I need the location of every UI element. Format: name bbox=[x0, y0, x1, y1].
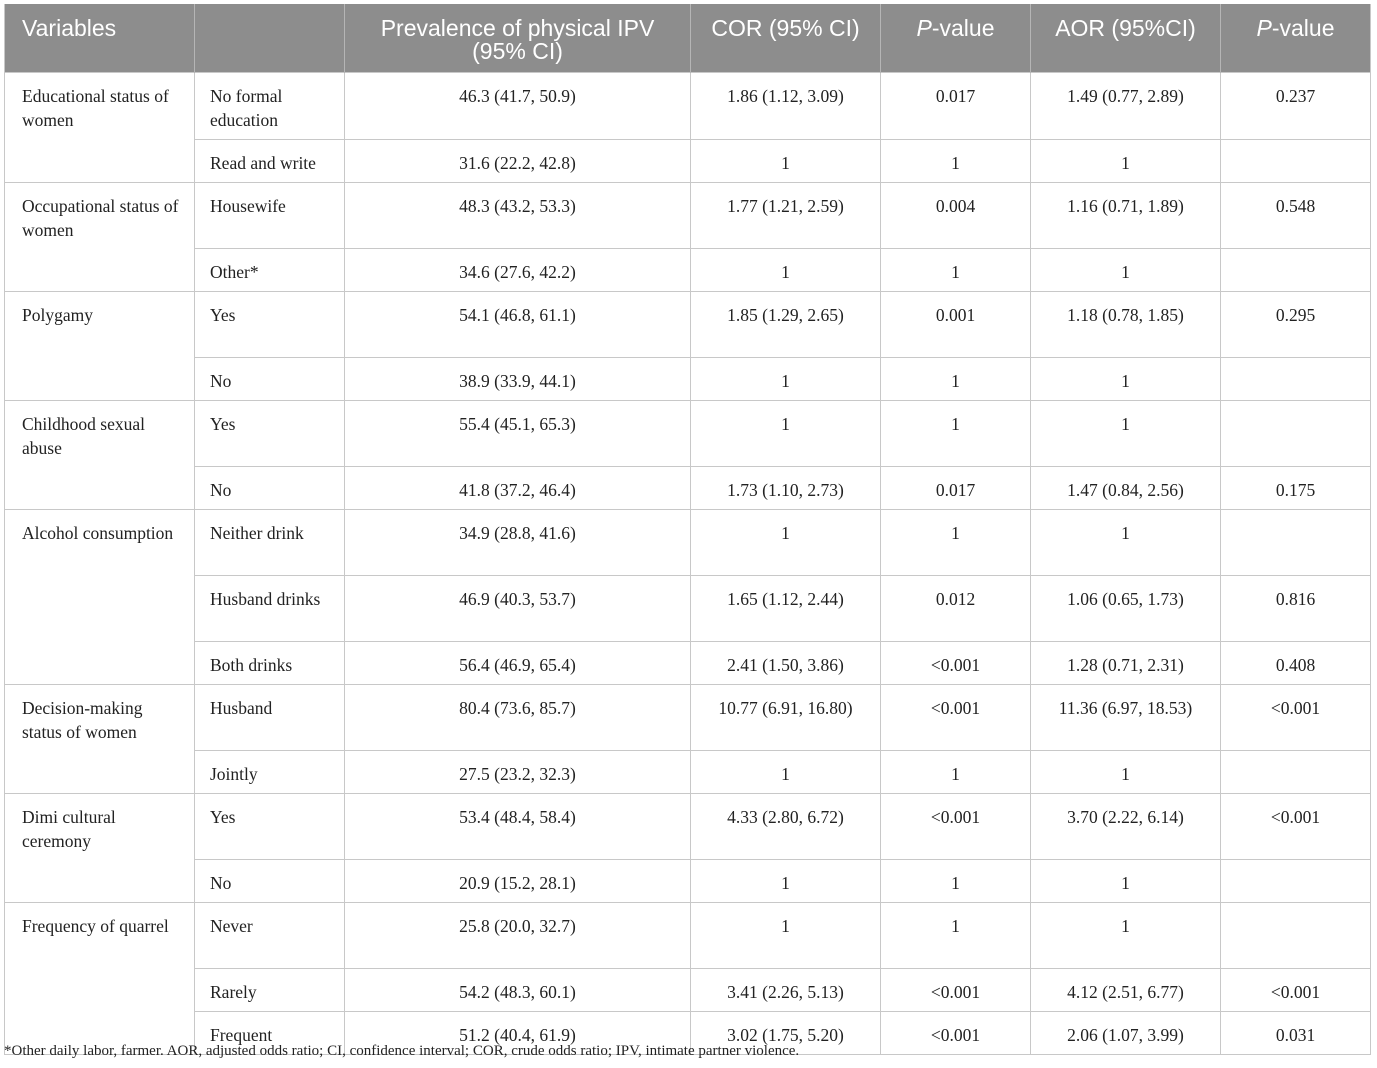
table-row bbox=[5, 401, 1371, 467]
p-value-aor-cell: 0.175 bbox=[1221, 467, 1371, 510]
p-value-cor-cell: 1 bbox=[881, 510, 1031, 576]
header-row bbox=[5, 4, 1371, 73]
level-cell: Yes bbox=[195, 401, 345, 467]
results-table-container bbox=[4, 4, 1370, 1055]
table-row bbox=[5, 685, 1371, 751]
variable-cell: Educational status of women bbox=[5, 73, 195, 183]
header-level bbox=[195, 4, 345, 73]
cor-cell: 1.86 (1.12, 3.09) bbox=[691, 73, 881, 140]
prevalence-cell: 55.4 (45.1, 65.3) bbox=[345, 401, 691, 467]
prevalence-cell: 54.1 (46.8, 61.1) bbox=[345, 292, 691, 358]
table-row bbox=[5, 73, 1371, 140]
p-value-cor-cell: 1 bbox=[881, 401, 1031, 467]
variable-cell: Childhood sexual abuse bbox=[5, 401, 195, 510]
prevalence-cell: 46.9 (40.3, 53.7) bbox=[345, 576, 691, 642]
table-header bbox=[5, 4, 1371, 73]
aor-cell: 1 bbox=[1031, 903, 1221, 969]
header-p-italic: P bbox=[1256, 15, 1272, 41]
prevalence-cell: 56.4 (46.9, 65.4) bbox=[345, 642, 691, 685]
cor-cell: 1 bbox=[691, 249, 881, 292]
level-cell: Housewife bbox=[195, 183, 345, 249]
header-p-italic: P bbox=[916, 15, 932, 41]
table-row bbox=[5, 140, 1371, 183]
cor-cell: 1 bbox=[691, 751, 881, 794]
level-cell: Husband bbox=[195, 685, 345, 751]
p-value-cor-cell: 0.004 bbox=[881, 183, 1031, 249]
aor-cell: 1 bbox=[1031, 401, 1221, 467]
aor-cell: 1 bbox=[1031, 358, 1221, 401]
p-value-cor-cell: 1 bbox=[881, 751, 1031, 794]
aor-cell: 1 bbox=[1031, 860, 1221, 903]
level-cell: Both drinks bbox=[195, 642, 345, 685]
p-value-cor-cell: 0.017 bbox=[881, 73, 1031, 140]
header-cor: COR (95% CI) bbox=[691, 4, 881, 73]
prevalence-cell: 53.4 (48.4, 58.4) bbox=[345, 794, 691, 860]
header-p-value-aor bbox=[1221, 4, 1371, 73]
prevalence-cell: 27.5 (23.2, 32.3) bbox=[345, 751, 691, 794]
cor-cell: 1.73 (1.10, 2.73) bbox=[691, 467, 881, 510]
level-cell: Neither drink bbox=[195, 510, 345, 576]
p-value-cor-cell: <0.001 bbox=[881, 1012, 1031, 1055]
p-value-aor-cell bbox=[1221, 401, 1371, 467]
prevalence-cell: 34.9 (28.8, 41.6) bbox=[345, 510, 691, 576]
aor-cell: 2.06 (1.07, 3.99) bbox=[1031, 1012, 1221, 1055]
p-value-aor-cell bbox=[1221, 358, 1371, 401]
aor-cell: 4.12 (2.51, 6.77) bbox=[1031, 969, 1221, 1012]
variable-cell: Dimi cultural ceremony bbox=[5, 794, 195, 903]
level-cell: No bbox=[195, 860, 345, 903]
p-value-cor-cell: 1 bbox=[881, 249, 1031, 292]
prevalence-cell: 54.2 (48.3, 60.1) bbox=[345, 969, 691, 1012]
variable-cell: Frequency of quarrel bbox=[5, 903, 195, 1055]
cor-cell: 1.77 (1.21, 2.59) bbox=[691, 183, 881, 249]
p-value-cor-cell: 1 bbox=[881, 140, 1031, 183]
prevalence-cell: 46.3 (41.7, 50.9) bbox=[345, 73, 691, 140]
level-cell: Jointly bbox=[195, 751, 345, 794]
table-row bbox=[5, 751, 1371, 794]
table-row bbox=[5, 358, 1371, 401]
aor-cell: 1 bbox=[1031, 510, 1221, 576]
p-value-aor-cell bbox=[1221, 249, 1371, 292]
aor-cell: 1.49 (0.77, 2.89) bbox=[1031, 73, 1221, 140]
header-prevalence: Prevalence of physical IPV (95% CI) bbox=[345, 4, 691, 73]
cor-cell: 2.41 (1.50, 3.86) bbox=[691, 642, 881, 685]
cor-cell: 4.33 (2.80, 6.72) bbox=[691, 794, 881, 860]
p-value-cor-cell: 0.001 bbox=[881, 292, 1031, 358]
cor-cell: 1 bbox=[691, 401, 881, 467]
cor-cell: 3.02 (1.75, 5.20) bbox=[691, 1012, 881, 1055]
aor-cell: 1.47 (0.84, 2.56) bbox=[1031, 467, 1221, 510]
prevalence-cell: 51.2 (40.4, 61.9) bbox=[345, 1012, 691, 1055]
table-row bbox=[5, 903, 1371, 969]
p-value-aor-cell: 0.408 bbox=[1221, 642, 1371, 685]
variable-cell: Polygamy bbox=[5, 292, 195, 401]
prevalence-cell: 48.3 (43.2, 53.3) bbox=[345, 183, 691, 249]
level-cell: Frequent bbox=[195, 1012, 345, 1055]
variable-cell: Alcohol consumption bbox=[5, 510, 195, 685]
prevalence-cell: 20.9 (15.2, 28.1) bbox=[345, 860, 691, 903]
p-value-cor-cell: 0.017 bbox=[881, 467, 1031, 510]
p-value-aor-cell bbox=[1221, 510, 1371, 576]
p-value-aor-cell: <0.001 bbox=[1221, 685, 1371, 751]
header-p-suffix: -value bbox=[931, 15, 995, 41]
prevalence-cell: 38.9 (33.9, 44.1) bbox=[345, 358, 691, 401]
header-p-suffix: -value bbox=[1271, 15, 1335, 41]
variable-cell: Decision-making status of women bbox=[5, 685, 195, 794]
prevalence-cell: 80.4 (73.6, 85.7) bbox=[345, 685, 691, 751]
level-cell: No bbox=[195, 358, 345, 401]
level-cell: No bbox=[195, 467, 345, 510]
cor-cell: 3.41 (2.26, 5.13) bbox=[691, 969, 881, 1012]
header-variables: Variables bbox=[5, 4, 195, 73]
level-cell: Husband drinks bbox=[195, 576, 345, 642]
table-row bbox=[5, 794, 1371, 860]
table-row bbox=[5, 183, 1371, 249]
p-value-aor-cell: <0.001 bbox=[1221, 794, 1371, 860]
variable-cell: Occupational status of women bbox=[5, 183, 195, 292]
cor-cell: 1 bbox=[691, 903, 881, 969]
p-value-cor-cell: 1 bbox=[881, 903, 1031, 969]
table-row bbox=[5, 860, 1371, 903]
table-row bbox=[5, 642, 1371, 685]
cor-cell: 1 bbox=[691, 140, 881, 183]
table-row bbox=[5, 249, 1371, 292]
table-row bbox=[5, 510, 1371, 576]
table-row bbox=[5, 969, 1371, 1012]
prevalence-cell: 34.6 (27.6, 42.2) bbox=[345, 249, 691, 292]
aor-cell: 1.16 (0.71, 1.89) bbox=[1031, 183, 1221, 249]
aor-cell: 3.70 (2.22, 6.14) bbox=[1031, 794, 1221, 860]
p-value-cor-cell: 1 bbox=[881, 860, 1031, 903]
level-cell: Read and write bbox=[195, 140, 345, 183]
table-row bbox=[5, 292, 1371, 358]
aor-cell: 11.36 (6.97, 18.53) bbox=[1031, 685, 1221, 751]
p-value-cor-cell: 1 bbox=[881, 358, 1031, 401]
p-value-aor-cell: <0.001 bbox=[1221, 969, 1371, 1012]
p-value-aor-cell: 0.816 bbox=[1221, 576, 1371, 642]
aor-cell: 1.18 (0.78, 1.85) bbox=[1031, 292, 1221, 358]
header-aor: AOR (95%CI) bbox=[1031, 4, 1221, 73]
p-value-aor-cell bbox=[1221, 860, 1371, 903]
p-value-aor-cell: 0.031 bbox=[1221, 1012, 1371, 1055]
p-value-aor-cell: 0.237 bbox=[1221, 73, 1371, 140]
level-cell: Rarely bbox=[195, 969, 345, 1012]
table-row bbox=[5, 467, 1371, 510]
level-cell: Other* bbox=[195, 249, 345, 292]
p-value-aor-cell bbox=[1221, 751, 1371, 794]
prevalence-cell: 25.8 (20.0, 32.7) bbox=[345, 903, 691, 969]
table-body bbox=[5, 73, 1371, 1055]
p-value-cor-cell: <0.001 bbox=[881, 685, 1031, 751]
p-value-cor-cell: <0.001 bbox=[881, 969, 1031, 1012]
results-table bbox=[4, 4, 1371, 1055]
cor-cell: 1 bbox=[691, 860, 881, 903]
aor-cell: 1 bbox=[1031, 140, 1221, 183]
p-value-cor-cell: <0.001 bbox=[881, 642, 1031, 685]
aor-cell: 1.06 (0.65, 1.73) bbox=[1031, 576, 1221, 642]
p-value-cor-cell: <0.001 bbox=[881, 794, 1031, 860]
level-cell: Yes bbox=[195, 292, 345, 358]
aor-cell: 1.28 (0.71, 2.31) bbox=[1031, 642, 1221, 685]
level-cell: No formal education bbox=[195, 73, 345, 140]
prevalence-cell: 31.6 (22.2, 42.8) bbox=[345, 140, 691, 183]
aor-cell: 1 bbox=[1031, 249, 1221, 292]
cor-cell: 10.77 (6.91, 16.80) bbox=[691, 685, 881, 751]
table-footnote: *Other daily labor, farmer. AOR, adjusted odds ratio; CI, confidence interval; COR, crude odds ratio; IPV, intimate partner violence. bbox=[4, 1043, 800, 1059]
p-value-cor-cell: 0.012 bbox=[881, 576, 1031, 642]
table-row bbox=[5, 576, 1371, 642]
header-p-value-cor bbox=[881, 4, 1031, 73]
aor-cell: 1 bbox=[1031, 751, 1221, 794]
cor-cell: 1 bbox=[691, 510, 881, 576]
p-value-aor-cell: 0.548 bbox=[1221, 183, 1371, 249]
p-value-aor-cell bbox=[1221, 903, 1371, 969]
cor-cell: 1.65 (1.12, 2.44) bbox=[691, 576, 881, 642]
cor-cell: 1 bbox=[691, 358, 881, 401]
level-cell: Never bbox=[195, 903, 345, 969]
cor-cell: 1.85 (1.29, 2.65) bbox=[691, 292, 881, 358]
prevalence-cell: 41.8 (37.2, 46.4) bbox=[345, 467, 691, 510]
level-cell: Yes bbox=[195, 794, 345, 860]
p-value-aor-cell: 0.295 bbox=[1221, 292, 1371, 358]
p-value-aor-cell bbox=[1221, 140, 1371, 183]
